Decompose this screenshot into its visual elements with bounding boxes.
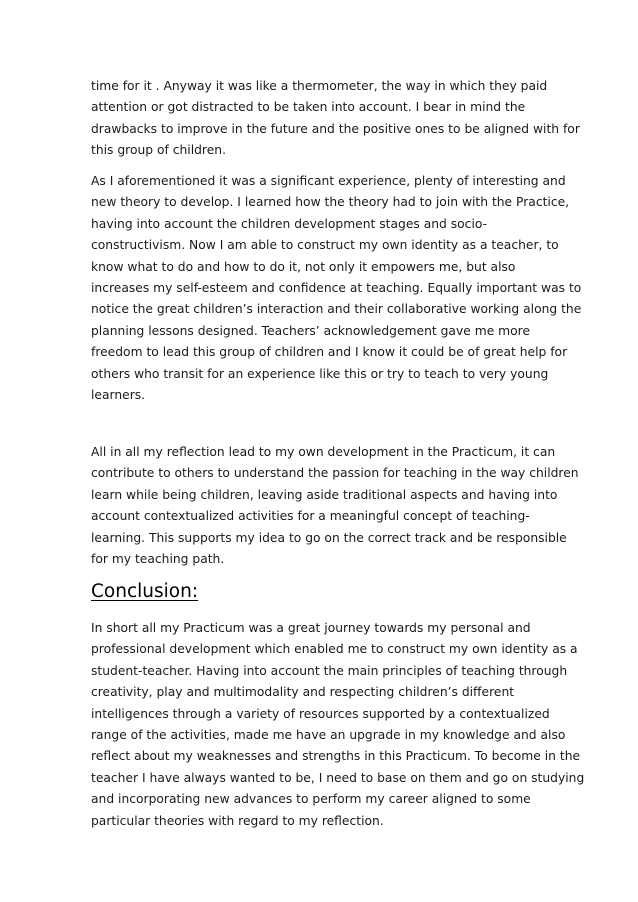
text-line: attention or got distracted to be taken into account. I bear in mind the (91, 100, 526, 115)
text-line: creativity, play and multimodality and respecting children’s different (91, 685, 515, 700)
text-line: know what to do and how to do it, not only it empowers me, but also (91, 259, 516, 274)
paragraph-conclusion (91, 618, 584, 832)
text-line: for my teaching path. (91, 552, 225, 567)
text-line: freedom to lead this group of children and I know it could be of great help for (91, 345, 568, 360)
text-line: particular theories with regard to my reflection. (91, 813, 384, 828)
paragraph-thermometer (91, 76, 580, 162)
text-line: professional development which enabled me to construct my own identity as a (91, 642, 578, 657)
text-line: intelligences through a variety of resources supported by a contextualized (91, 706, 550, 721)
text-line: time for it . Anyway it was like a thermometer, the way in which they paid (91, 79, 548, 93)
text-line: and incorporating new advances to perform my career aligned to some (91, 792, 531, 807)
text-line: new theory to develop. I learned how the theory had to join with the Practice, (91, 195, 570, 210)
text-line: notice the great children’s interaction and their collaborative working along the (91, 302, 582, 317)
text-line: account contextualized activities for a meaningful concept of teaching- (91, 509, 530, 524)
text-line: teacher I have always wanted to be, I need to base on them and go on studying (91, 770, 585, 785)
text-line: constructivism. Now I am able to construct my own identity as a teacher, to (91, 238, 559, 253)
text-line: All in all my reflection lead to my own development in the Practicum, it can (91, 445, 556, 459)
paragraph-experience (91, 171, 581, 406)
text-line: learning. This supports my idea to go on the correct track and be responsible (91, 530, 567, 545)
text-line: In short all my Practicum was a great journey towards my personal and (91, 621, 531, 635)
text-line: this group of children. (91, 143, 226, 158)
text-line: contribute to others to understand the passion for teaching in the way children (91, 466, 579, 481)
text-line: drawbacks to improve in the future and the positive ones to be aligned with for (91, 121, 580, 136)
text-line: range of the activities, made me have an upgrade in my knowledge and also (91, 728, 566, 743)
conclusion-heading: Conclusion: (91, 581, 199, 602)
text-line: having into account the children development stages and socio- (91, 216, 488, 231)
text-line: student-teacher. Having into account the main principles of teaching through (91, 663, 568, 678)
text-line: As I aforementioned it was a significant experience, plenty of interesting and (91, 174, 566, 188)
text-line: increases my self-esteem and confidence at teaching. Equally important was to (91, 281, 582, 296)
text-line: learners. (91, 388, 146, 403)
text-line: others who transit for an experience like this or try to teach to very young (91, 366, 549, 381)
text-line: planning lessons designed. Teachers’ acknowledgement gave me more (91, 323, 531, 338)
text-line: learn while being children, leaving aside traditional aspects and having into (91, 487, 558, 502)
paragraph-reflection (91, 442, 579, 570)
text-line: reflect about my weaknesses and strengths in this Practicum. To become in the (91, 749, 581, 764)
